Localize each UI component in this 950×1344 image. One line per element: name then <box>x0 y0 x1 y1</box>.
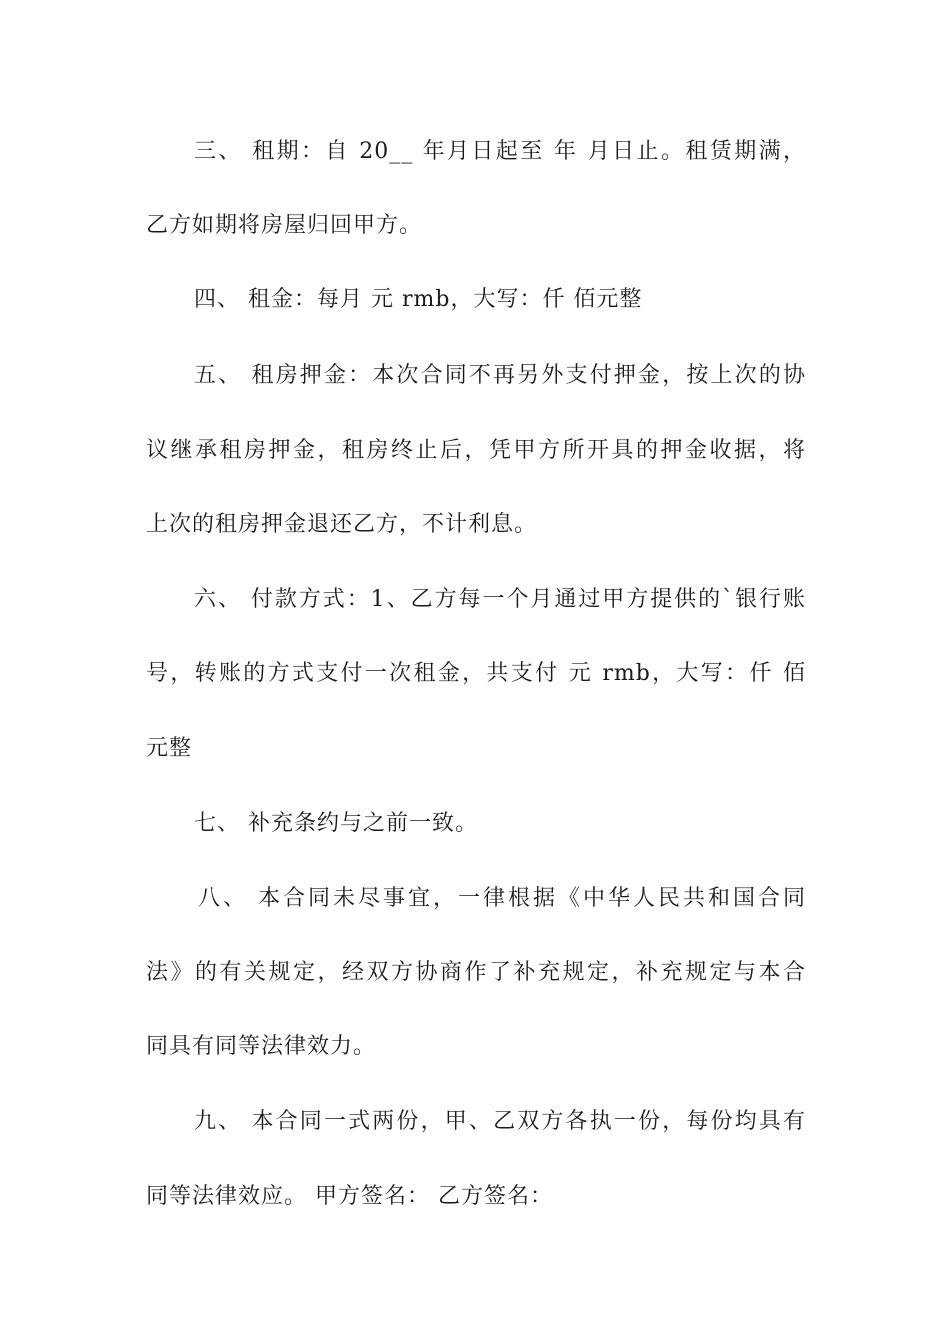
clause-5-line-1: 五、 租房押金：本次合同不再另外支付押金，按上次的协 <box>194 363 806 388</box>
clause-4-line-1: 四、 租金：每月 元 rmb，大写：仟 佰元整 <box>194 287 643 312</box>
clause-9-line-2-signatures: 同等法律效应。 甲方签名： 乙方签名： <box>146 1184 553 1209</box>
clause-6-line-2: 号，转账的方式支付一次租金，共支付 元 rmb，大写：仟 佰 <box>146 661 806 686</box>
clause-6-line-3: 元整 <box>146 736 193 761</box>
clause-9-line-1: 九、 本合同一式两份，甲、乙双方各执一份，每份均具有 <box>194 1109 806 1134</box>
clause-5-line-3: 上次的租房押金退还乙方，不计利息。 <box>146 512 538 537</box>
clause-3-line-1: 三、 租期：自 20__ 年月日起至 年 月日止。租赁期满， <box>194 139 806 164</box>
clause-8-line-3: 同具有同等法律效力。 <box>146 1034 377 1059</box>
clause-3-line-2: 乙方如期将房屋归回甲方。 <box>146 213 423 238</box>
clause-8-line-2: 法》的有关规定，经双方协商作了补充规定，补充规定与本合 <box>146 960 806 985</box>
clause-8-line-1: 八、 本合同未尽事宜，一律根据《中华人民共和国合同 <box>198 886 806 911</box>
clause-6-line-1: 六、 付款方式：1、乙方每一个月通过甲方提供的`银行账 <box>194 587 806 612</box>
clause-5-line-2: 议继承租房押金，租房终止后，凭甲方所开具的押金收据，将 <box>146 438 806 463</box>
clause-7-line-1: 七、 补充条约与之前一致。 <box>194 811 478 836</box>
